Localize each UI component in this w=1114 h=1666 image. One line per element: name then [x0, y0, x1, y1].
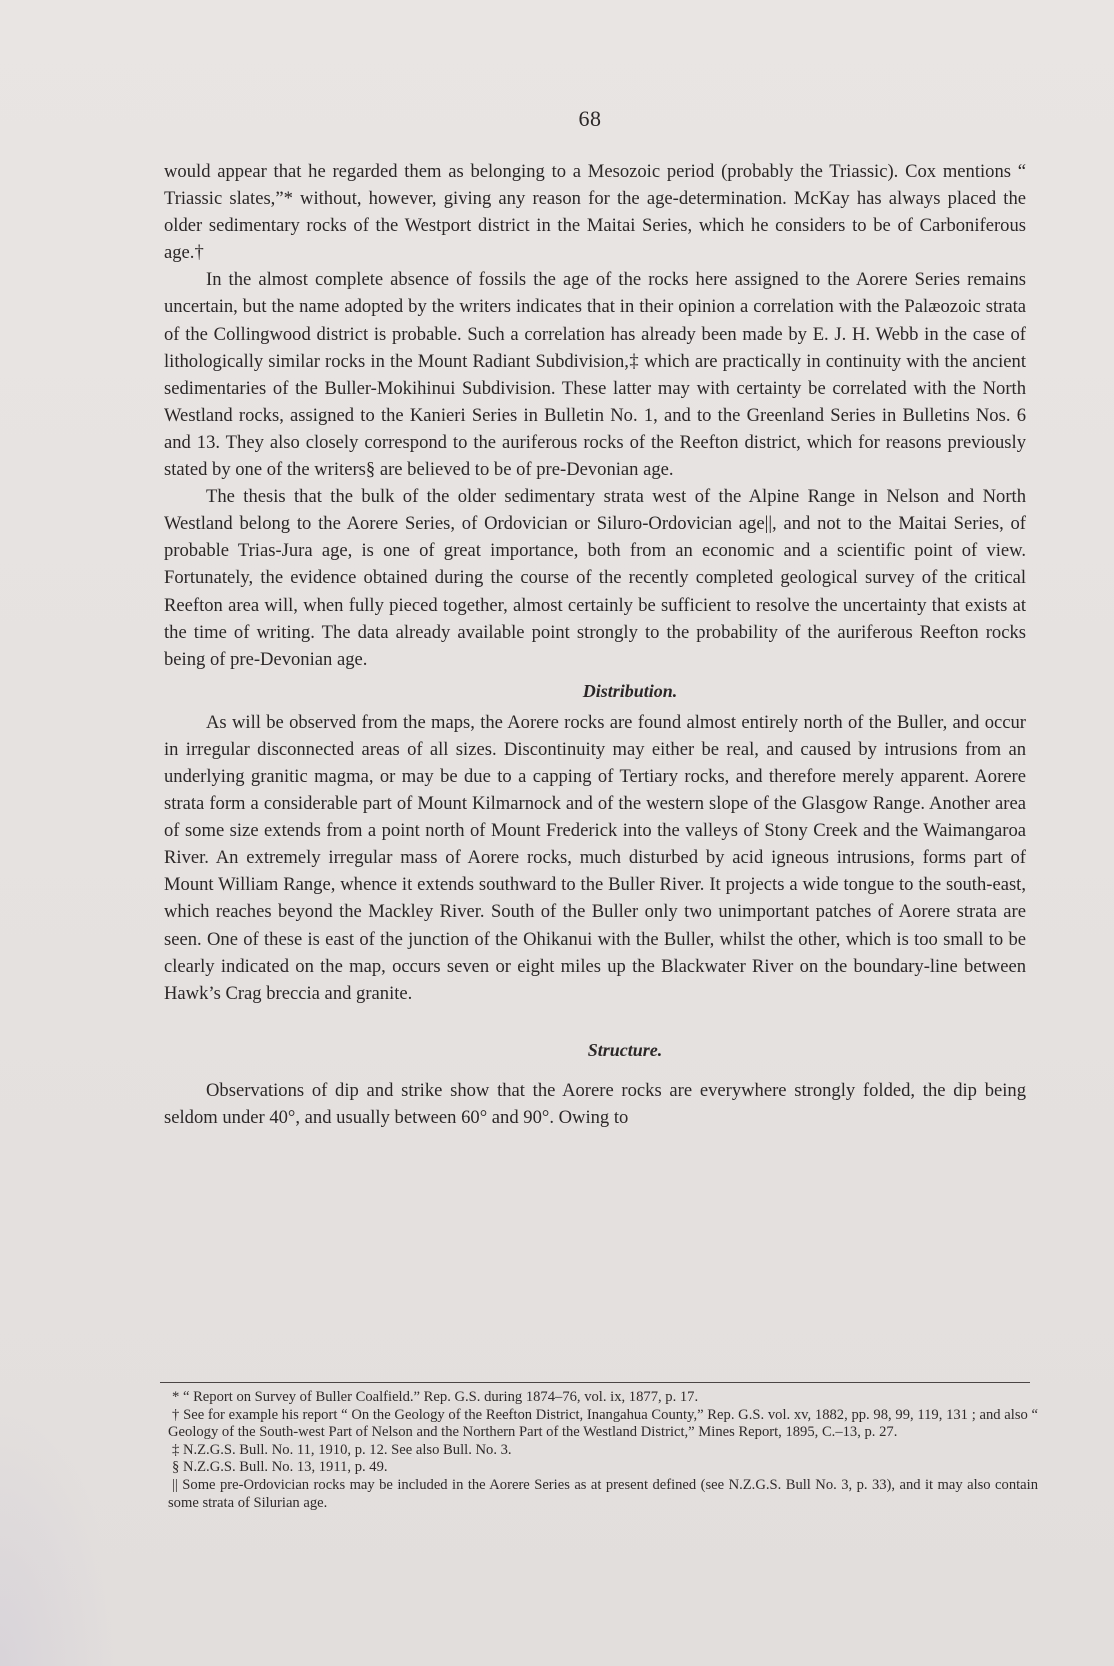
page-number: 68 [578, 106, 602, 131]
paragraph-continued: would appear that he regarded them as belonging to a Mesozoic period (probably the Triassic). Cox mentions “ Triassic slates,”* without, however, giving any reason for the age-determination. McKay has always placed the older sedimentary rocks of the Westport district in the Maitai Series, which he considers to be of Carboniferous age.† [164, 161, 1026, 264]
footnote-dagger: † See for example his report “ On the Geology of the Reefton District, Inangahua County,” Rep. G.S. vol. xv, 1882, pp. 98, 99, 119, 131 ; and also “ Geology of the South-west Part of Nelson and the Northern Part of the Westland District,” Mines Report, 1895, C.–13, p. 27. [168, 1406, 1038, 1441]
footnote-double-dagger: ‡ N.Z.G.S. Bull. No. 11, 1910, p. 12. See also Bull. No. 3. [172, 1441, 512, 1458]
footnote-divider [160, 1382, 1030, 1383]
body-text [164, 158, 1026, 1131]
paragraph-structure: Observations of dip and strike show that the Aorere rocks are everywhere strongly folded, the dip being seldom under 40°, and usually between 60° and 90°. Owing to [164, 1079, 1026, 1128]
paragraph-age-correlation: In the almost complete absence of fossils the age of the rocks here assigned to the Aorere Series remains uncertain, but the name adopted by the writers indicates that in their opinion a correlation with the Palæozoic strata of the Collingwood district is probable. Such a correlation has already been made by E. J. H. Webb in the case of lithologically similar rocks in the Mount Radiant Subdivision,‡ which are practically in continuity with the ancient sedimentaries of the Buller-Mokihinui Subdivision. These latter may with certainty be correlated with the North Westland rocks, assigned to the Kanieri Series in Bulletin No. 1, and to the Greenland Series in Bulletins Nos. 6 and 13. They also closely correspond to the auriferous rocks of the Reefton district, which for reasons previously stated by one of the writers§ are believed to be of pre-Devonian age. [164, 269, 1026, 481]
footnote-section: § N.Z.G.S. Bull. No. 13, 1911, p. 49. [172, 1459, 388, 1476]
distribution-heading: Distribution. [582, 680, 678, 701]
structure-heading: Structure. [587, 1039, 663, 1060]
footnotes [168, 1389, 1038, 1512]
footnote-asterisk: * “ Report on Survey of Buller Coalfield.” Rep. G.S. during 1874–76, vol. ix, 1877, p. 17. [172, 1389, 699, 1405]
paragraph-thesis: The thesis that the bulk of the older sedimentary strata west of the Alpine Range in Nelson and North Westland belong to the Aorere Series, of Ordovician or Siluro-Ordovician age||, and not to the Maitai Series, of probable Trias-Jura age, is one of great importance, both from an economic and a scientific point of view. Fortunately, the evidence obtained during the course of the recently completed geological survey of the critical Reefton area will, when fully pieced together, almost certainly be sufficient to resolve the uncertainty that exists at the time of writing. The data already available point strongly to the probability of the auriferous Reefton rocks being of pre-Devonian age. [164, 486, 1026, 670]
paragraph-distribution: As will be observed from the maps, the Aorere rocks are found almost entirely north of the Buller, and occur in irregular disconnected areas of all sizes. Discontinuity may either be real, and caused by intrusions from an underlying granitic magma, or may be due to a capping of Tertiary rocks, and therefore merely apparent. Aorere strata form a considerable part of Mount Kilmarnock and of the western slope of the Glasgow Range. Another area of some size extends from a point north of Mount Frederick into the valleys of Stony Creek and the Waimangaroa River. An extremely irregular mass of Aorere rocks, much disturbed by acid igneous intrusions, forms part of Mount William Range, whence it extends southward to the Buller River. It projects a wide tongue to the south-east, which reaches beyond the Mackley River. South of the Buller only two unimportant patches of Aorere strata are seen. One of these is east of the junction of the Ohikanui with the Buller, whilst the other, which is too small to be clearly indicated on the map, occurs seven or eight miles up the Blackwater River on the boundary-line between Hawk’s Crag breccia and granite. [164, 711, 1026, 1004]
page-shadow [0, 1406, 120, 1666]
footnote-parallel: || Some pre-Ordovician rocks may be included in the Aorere Series as at present defined (see N.Z.G.S. Bull No. 3, p. 33), and it may also contain some strata of Silurian age. [168, 1476, 1038, 1511]
